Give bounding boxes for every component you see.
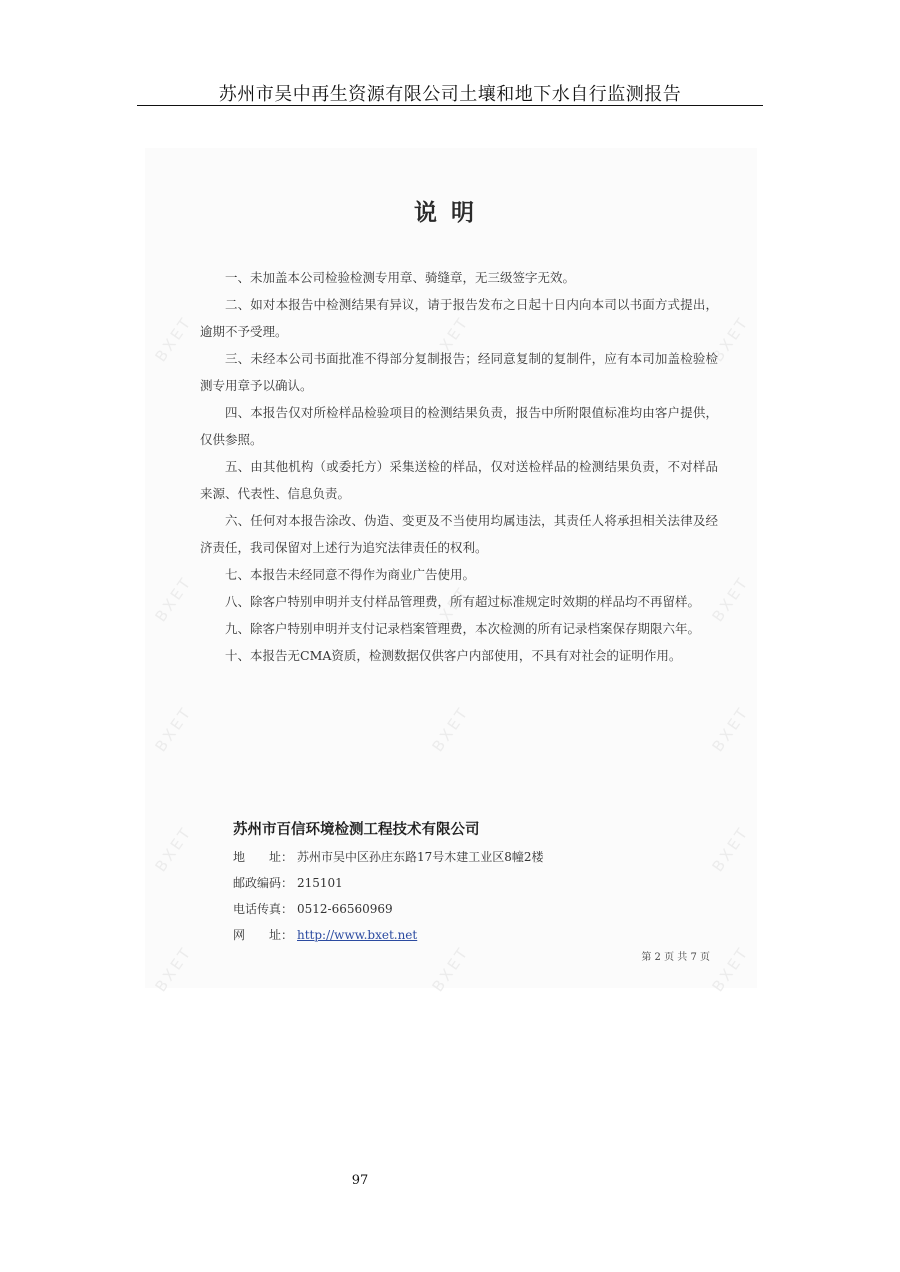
- watermark: BXET: [428, 582, 473, 636]
- notice-item: 七、本报告未经同意不得作为商业广告使用。: [225, 567, 476, 582]
- report-running-header: 苏州市吴中再生资源有限公司土壤和地下水自行监测报告: [218, 84, 682, 105]
- watermark: BXET: [428, 942, 473, 996]
- postcode-row: [233, 870, 653, 896]
- company-name: 苏州市百信环境检测工程技术有限公司: [233, 822, 480, 838]
- website-row: [233, 922, 653, 948]
- watermark: BXET: [708, 942, 753, 996]
- phone-label: 电话传真：: [233, 902, 294, 916]
- postcode-value: 215101: [297, 876, 343, 890]
- watermark: BXET: [151, 942, 196, 996]
- notice-item: 十、本报告无CMA资质，检测数据仅供客户内部使用，不具有对社会的证明作用。: [225, 648, 682, 663]
- notice-item: 八、除客户特别申明并支付样品管理费，所有超过标准规定时效期的样品均不再留样。: [225, 594, 701, 609]
- watermark: BXET: [708, 822, 753, 876]
- watermark: BXET: [708, 312, 753, 366]
- notice-item: 二、如对本报告中检测结果有异议，请于报告发布之日起十日内向本司以书面方式提出，逾期不予受理。: [200, 297, 718, 339]
- header-divider: [137, 105, 763, 106]
- phone-row: [233, 896, 653, 922]
- notice-list: [200, 264, 718, 669]
- watermark: BXET: [151, 572, 196, 626]
- address-row: [233, 844, 653, 870]
- postcode-label: 邮政编码：: [233, 876, 294, 890]
- watermark: BXET: [151, 822, 196, 876]
- watermark: BXET: [428, 702, 473, 756]
- address-value: 苏州市吴中区孙庄东路17号木建工业区8幢2楼: [297, 850, 544, 864]
- notice-title: 说明: [414, 199, 488, 226]
- notice-item: 五、由其他机构（或委托方）采集送检的样品，仅对送检样品的检测结果负责，不对样品来源、代表性、信息负责。: [200, 459, 718, 501]
- notice-item: 六、任何对本报告涂改、伪造、变更及不当使用均属违法，其责任人将承担相关法律及经济责任，我司保留对上述行为追究法律责任的权利。: [200, 513, 718, 555]
- watermark: BXET: [708, 572, 753, 626]
- company-contact-block: [233, 844, 653, 948]
- website-link[interactable]: http://www.bxet.net: [297, 928, 418, 942]
- watermark: BXET: [708, 702, 753, 756]
- address-label: 地 址：: [233, 850, 294, 864]
- inner-page-counter: 第 2 页 共 7 页: [641, 952, 710, 963]
- website-label: 网 址：: [233, 928, 294, 942]
- notice-item: 四、本报告仅对所检样品检验项目的检测结果负责，报告中所附限值标准均由客户提供，仅供参照。: [200, 405, 718, 447]
- notice-item: 三、未经本公司书面批准不得部分复制报告；经同意复制的复制件，应有本司加盖检验检测专用章予以确认。: [200, 351, 718, 393]
- watermark: BXET: [428, 312, 473, 366]
- phone-value: 0512-66560969: [297, 902, 393, 916]
- watermark: BXET: [151, 312, 196, 366]
- watermark: BXET: [151, 702, 196, 756]
- notice-item: 一、未加盖本公司检验检测专用章、骑缝章，无三级签字无效。: [225, 270, 576, 285]
- page-number: 97: [351, 1173, 369, 1188]
- notice-item: 九、除客户特别申明并支付记录档案管理费，本次检测的所有记录档案保存期限六年。: [225, 621, 701, 636]
